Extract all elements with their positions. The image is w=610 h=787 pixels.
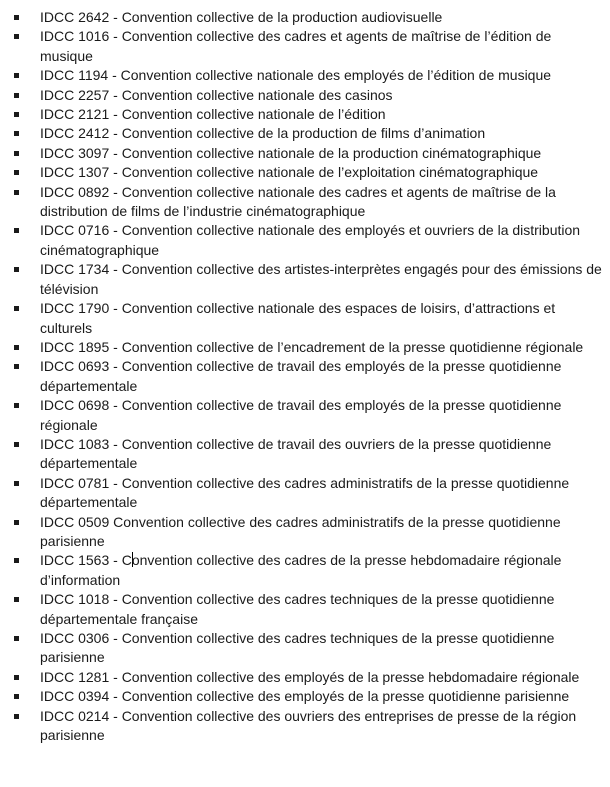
list-item[interactable] [0,124,610,143]
list-item-text: IDCC 1307 - Convention collective nationale de l’exploitation cinématographique [40,164,539,181]
list-item-text: IDCC 0781 - Convention collective des cadres administratifs de la presse quotidienne départementale [40,474,570,511]
square-bullet-icon [14,131,19,136]
list-item[interactable] [0,357,610,396]
list-item-text: IDCC 1016 - Convention collective des cadres et agents de maîtrise de l’édition de musique [40,28,552,64]
list-item[interactable] [0,163,610,182]
list-item[interactable] [0,105,610,124]
square-bullet-icon [14,597,19,602]
square-bullet-icon [14,190,19,195]
square-bullet-icon [14,364,19,369]
list-item-text: IDCC 0214 - Convention collective des ouvriers des entreprises de presse de la région parisienne [40,707,577,744]
square-bullet-icon [14,112,19,117]
list-item[interactable] [0,435,610,474]
list-item[interactable] [0,8,610,27]
list-item-text: IDCC 0509 Convention collective des cadres administratifs de la presse quotidienne parisienne [40,513,561,549]
list-item[interactable] [0,338,610,357]
list-item[interactable] [0,86,610,105]
square-bullet-icon [14,345,19,350]
list-item-text: IDCC 2642 - Convention collective de la production audiovisuelle [40,9,443,25]
list-item-text: IDCC 1018 - Convention collective des cadres techniques de la presse quotidienne départementale française [40,591,555,627]
list-item[interactable] [0,260,610,299]
square-bullet-icon [14,228,19,233]
square-bullet-icon [14,442,19,447]
list-item-text-after-cursor: onvention collective des cadres de la presse hebdomadaire régionale d’information [40,552,562,588]
square-bullet-icon [14,15,19,20]
idcc-bullet-list [0,8,610,745]
list-item-text-before-cursor: IDCC 1563 - C [40,552,132,569]
square-bullet-icon [14,170,19,175]
list-item-text: IDCC 2257 - Convention collective nationale des casinos [40,86,393,103]
square-bullet-icon [14,558,19,563]
square-bullet-icon [14,306,19,311]
square-bullet-icon [14,93,19,98]
list-item-text: IDCC 1083 - Convention collective de travail des ouvriers de la presse quotidienne départementale [40,435,552,472]
square-bullet-icon [14,267,19,272]
list-item-text: IDCC 0306 - Convention collective des cadres techniques de la presse quotidienne parisienne [40,630,555,666]
list-item[interactable] [0,590,610,629]
square-bullet-icon [14,151,19,156]
list-item[interactable] [0,66,610,85]
list-item[interactable] [0,513,610,552]
list-item[interactable] [0,183,610,222]
list-item-text: IDCC 0716 - Convention collective nationale des employés et ouvriers de la distribution cinématographique [40,222,581,258]
list-item-text: IDCC 2412 - Convention collective de la production de films d’animation [40,125,486,142]
list-item-text: IDCC 2121 - Convention collective nationale de l’édition [40,106,386,123]
list-item-text: IDCC 1895 - Convention collective de l’encadrement de la presse quotidienne régionale [40,338,584,355]
list-item[interactable] [0,27,610,66]
list-item-text: IDCC 1790 - Convention collective nationale des espaces de loisirs, d’attractions et culturels [40,300,556,336]
list-item-text: IDCC 0693 - Convention collective de travail des employés de la presse quotidienne départementale [40,358,562,394]
list-item-text: IDCC 1281 - Convention collective des employés de la presse hebdomadaire régionale [40,668,580,685]
list-item[interactable] [0,396,610,435]
list-item[interactable] [0,144,610,163]
list-item[interactable] [0,299,610,338]
list-item-text: IDCC 1734 - Convention collective des artistes-interprètes engagés pour des émissions de télévision [40,261,602,297]
square-bullet-icon [14,403,19,408]
list-item-text: IDCC 0394 - Convention collective des employés de la presse quotidienne parisienne [40,688,570,705]
square-bullet-icon [14,73,19,78]
square-bullet-icon [14,636,19,641]
list-item[interactable] [0,221,610,260]
list-item[interactable] [0,707,610,746]
list-item[interactable] [0,668,610,687]
list-item-text: IDCC 1194 - Convention collective nationale des employés de l’édition de musique [40,67,552,84]
list-item[interactable] [0,687,610,706]
list-item[interactable] [0,474,610,513]
square-bullet-icon [14,34,19,39]
document-page[interactable] [0,8,610,745]
square-bullet-icon [14,481,19,486]
square-bullet-icon [14,520,19,525]
list-item-text: IDCC 0892 - Convention collective nationale des cadres et agents de maîtrise de la distribution de films de l’industrie cinématographique [40,183,556,220]
list-item[interactable] [0,551,610,590]
list-item-text: IDCC 3097 - Convention collective nationale de la production cinématographique [40,144,542,161]
list-item[interactable] [0,629,610,668]
list-item-text [40,552,561,587]
list-item-text: IDCC 0698 - Convention collective de travail des employés de la presse quotidienne régionale [40,397,562,433]
square-bullet-icon [14,675,19,680]
square-bullet-icon [14,694,19,699]
square-bullet-icon [14,714,19,719]
